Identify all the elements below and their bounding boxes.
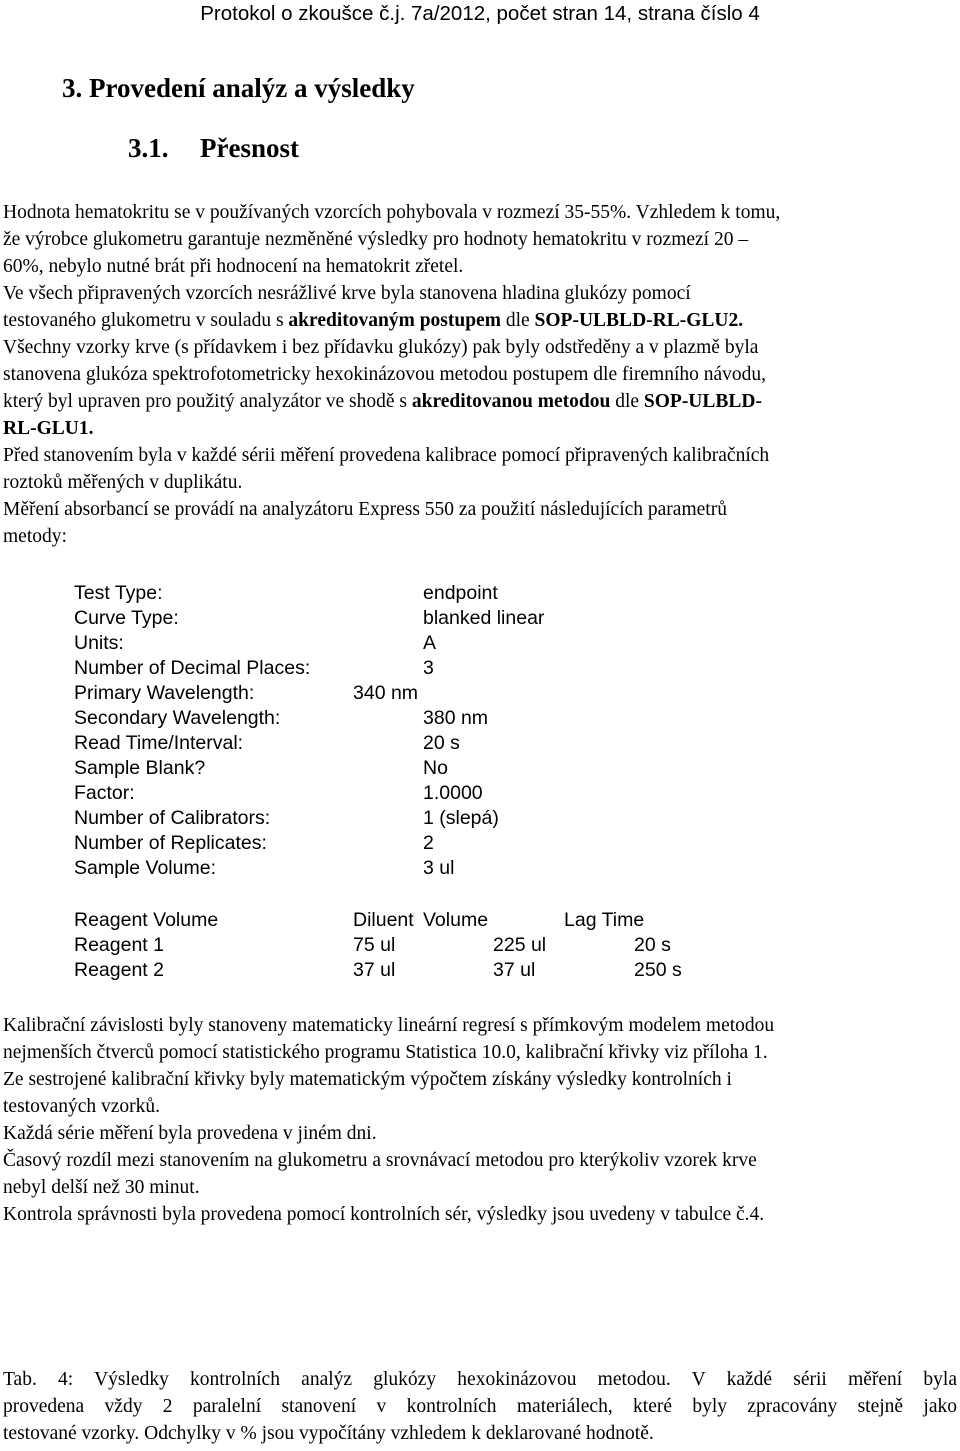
- para6-line6: Časový rozdíl mezi stanovením na glukometru a srovnávací metodou pro kterýkoliv vzorek krve: [3, 1150, 757, 1171]
- reagent-header-cell: Diluent: [353, 909, 414, 931]
- param-label: Read Time/Interval:: [74, 732, 244, 754]
- reagent-header-row: [74, 908, 774, 933]
- section-title: 3. Provedení analýz a výsledky: [62, 73, 415, 103]
- reagent-row: [74, 958, 774, 983]
- subsection-number: 3.1.: [128, 133, 169, 163]
- reagent-cell: 250 s: [634, 959, 682, 981]
- reagent-cell: 37 ul: [493, 959, 536, 981]
- caption-line2: provedena vždy 2 paralelní stanovení v kontrolních materiálech, které byly zpracovány stejně jako: [3, 1396, 957, 1417]
- para4-line1: Před stanovením byla v každé sérii měření provedena kalibrace pomocí připravených kalibračních: [3, 445, 770, 466]
- reagent-cell: 75 ul: [353, 934, 396, 956]
- para3-line1: Všechny vzorky krve (s přídavkem i bez přídavku glukózy) pak byly odstředěny a v plazmě byla: [3, 337, 759, 358]
- param-label: Number of Decimal Places:: [74, 657, 311, 679]
- param-value: A: [423, 632, 437, 654]
- caption-line1: Tab. 4: Výsledky kontrolních analýz glukózy hexokinázovou metodou. V každé sérii měření byla: [3, 1369, 957, 1390]
- param-value: 1 (slepá): [423, 807, 499, 829]
- para5-line2: metody:: [3, 526, 67, 547]
- param-value: 3: [423, 657, 434, 679]
- param-value: 20 s: [423, 732, 460, 754]
- para3-line4: [3, 415, 957, 442]
- param-label: Sample Volume:: [74, 857, 216, 879]
- param-value: blanked linear: [423, 607, 545, 629]
- accredited-procedure: akreditovaným postupem: [288, 310, 501, 331]
- sop-code-glu1-part1: SOP-ULBLD-: [643, 391, 762, 412]
- para1-line1: Hodnota hematokritu se v používaných vzorcích pohybovala v rozmezí 35-55%. Vzhledem k tomu,: [3, 202, 781, 223]
- reagent-row: [74, 933, 774, 958]
- reagent-header-cell: Reagent Volume: [74, 909, 219, 931]
- para4-line2: roztoků měřených v duplikátu.: [3, 472, 243, 493]
- reagent-header-cell: Lag Time: [564, 909, 645, 931]
- para1-line3: 60%, nebylo nutné brát při hodnocení na hematokrit zřetel.: [3, 256, 464, 277]
- para6-line2: nejmenších čtverců pomocí statistického programu Statistica 10.0, kalibrační křivky viz příloha 1.: [3, 1042, 768, 1063]
- para6-line8: Kontrola správnosti byla provedena pomocí kontrolních sér, výsledky jsou uvedeny v tabulce č.4.: [3, 1204, 765, 1225]
- sop-code-glu1-part2: RL-GLU1.: [3, 418, 94, 439]
- para3-line3: který byl upraven pro použitý analyzátor ve shodě s akreditovanou metodou dle SOP-ULBLD-: [3, 391, 762, 412]
- accredited-method: akreditovanou metodou: [411, 391, 611, 412]
- param-value: 1.0000: [423, 782, 483, 804]
- para2-line1: Ve všech připravených vzorcích nesrážlivé krve byla stanovena hladina glukózy pomocí: [3, 283, 691, 304]
- body-text-upper: [3, 199, 957, 550]
- reagent-cell: Reagent 1: [74, 934, 164, 956]
- page-header: Protokol o zkoušce č.j. 7a/2012, počet stran 14, strana číslo 4: [200, 2, 760, 25]
- para1-line2: že výrobce glukometru garantuje nezměněné výsledky pro hodnoty hematokritu v rozmezí 20 –: [3, 229, 749, 250]
- param-label: Factor:: [74, 782, 135, 804]
- param-label: Secondary Wavelength:: [74, 707, 281, 729]
- param-value: 340 nm: [353, 682, 419, 704]
- para6-line3: Ze sestrojené kalibrační křivky byly matematickým výpočtem získány výsledky kontrolních i: [3, 1069, 732, 1090]
- reagent-cell: 37 ul: [353, 959, 396, 981]
- caption-line3: testované vzorky. Odchylky v % jsou vypočítány vzhledem k deklarované hodnotě.: [3, 1423, 654, 1444]
- para6-line1: Kalibrační závislosti byly stanoveny matematicky lineární regresí s přímkovým modelem metodou: [3, 1015, 775, 1036]
- para3-line2: stanovena glukóza spektrofotometricky hexokinázovou metodou postupem dle firemního návodu,: [3, 364, 767, 385]
- para6-line4: testovaných vzorků.: [3, 1096, 161, 1117]
- reagent-cell: 20 s: [634, 934, 671, 956]
- table-caption: [3, 1366, 957, 1447]
- reagent-cell: 225 ul: [493, 934, 547, 956]
- subsection-text: Přesnost: [200, 133, 299, 163]
- param-value: No: [423, 757, 448, 779]
- param-label: Sample Blank?: [74, 757, 206, 779]
- param-label: Curve Type:: [74, 607, 179, 629]
- para2-line2: testovaného glukometru v souladu s akreditovaným postupem dle SOP-ULBLD-RL-GLU2.: [3, 310, 744, 331]
- reagent-cell: Reagent 2: [74, 959, 164, 981]
- sop-code-glu2: SOP-ULBLD-RL-GLU2.: [534, 310, 744, 331]
- param-label: Number of Calibrators:: [74, 807, 271, 829]
- param-value: 3 ul: [423, 857, 455, 879]
- para6-line7: nebyl delší než 30 minut.: [3, 1177, 200, 1198]
- reagent-header-cell: Volume: [423, 909, 489, 931]
- param-value: 380 nm: [423, 707, 489, 729]
- param-label: Number of Replicates:: [74, 832, 267, 854]
- reagent-table: [74, 908, 774, 983]
- param-label: Units:: [74, 632, 124, 654]
- para5-line1: Měření absorbancí se provádí na analyzátoru Express 550 za použití následujících parametrů: [3, 499, 727, 520]
- body-text-lower: [3, 1012, 957, 1228]
- param-value: endpoint: [423, 582, 498, 604]
- param-label: Primary Wavelength:: [74, 682, 255, 704]
- param-value: 2: [423, 832, 434, 854]
- subsection-title: [128, 132, 299, 164]
- para6-line5: Každá série měření byla provedena v jiném dni.: [3, 1123, 377, 1144]
- param-label: Test Type:: [74, 582, 163, 604]
